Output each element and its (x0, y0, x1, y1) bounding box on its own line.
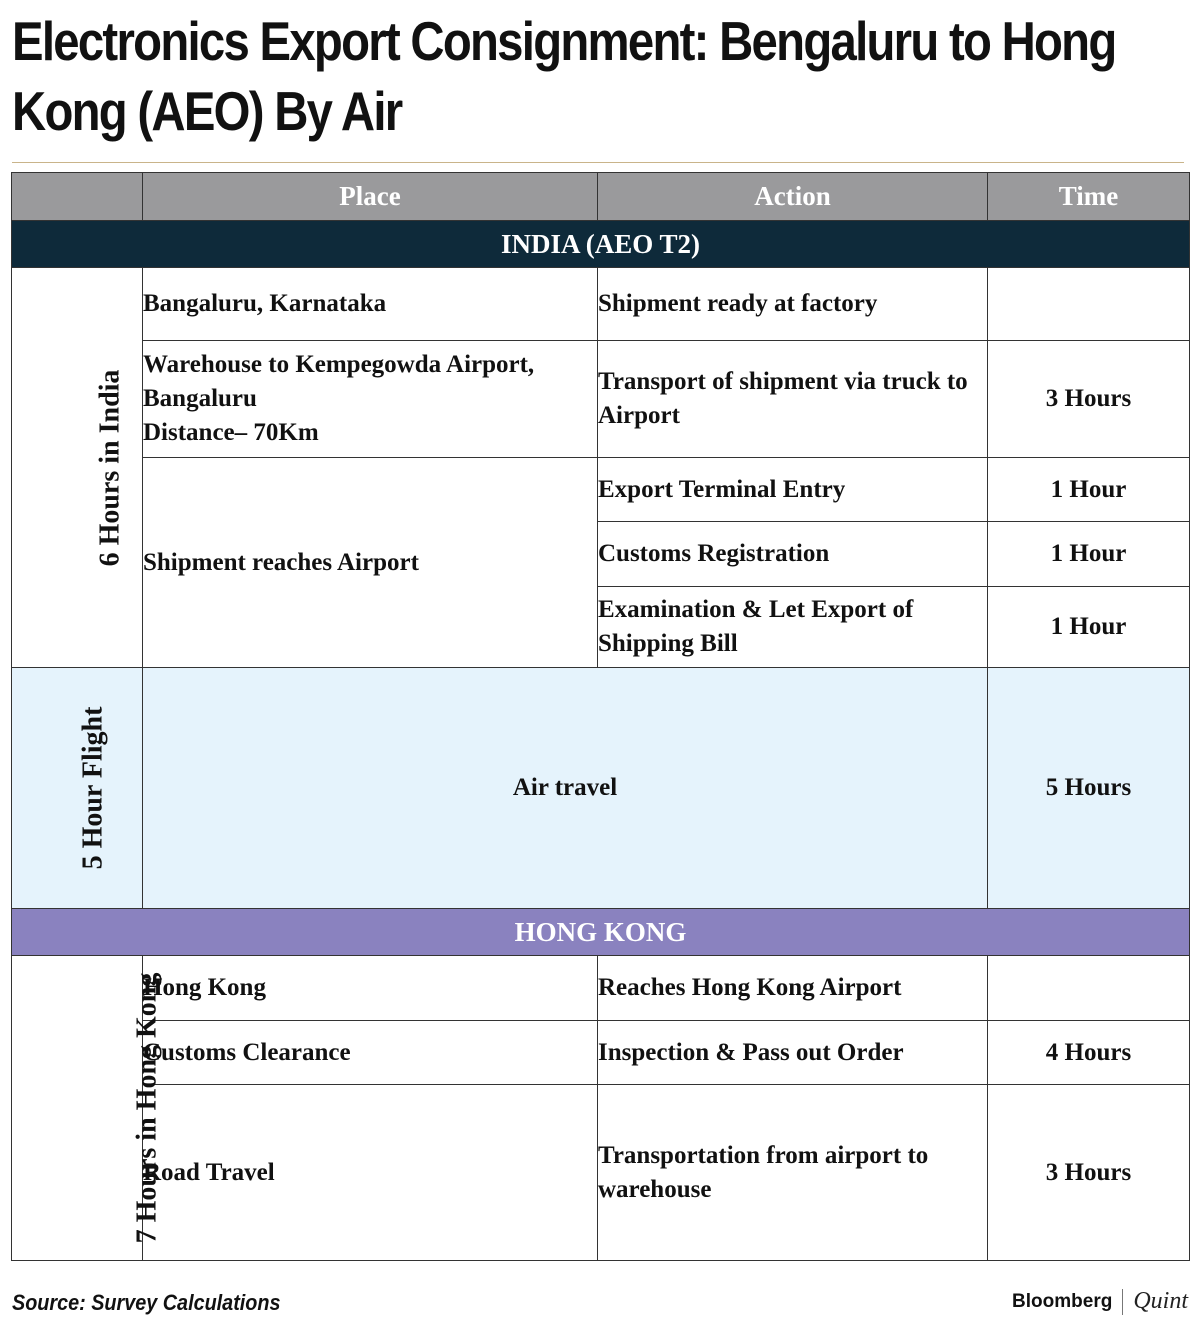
place-line: Bangaluru (143, 385, 257, 412)
time-cell: 1 Hour (988, 587, 1190, 668)
hongkong-band-row (12, 909, 1190, 956)
brand-logo (1012, 1288, 1188, 1315)
brand-bloomberg: Bloomberg (1012, 1290, 1113, 1312)
header-blank (12, 173, 143, 221)
time-cell: 3 Hours (988, 1085, 1190, 1261)
hongkong-side-text: 7 Hours in Hong Kong (131, 972, 163, 1244)
header-place: Place (143, 173, 598, 221)
title-divider (12, 162, 1184, 163)
place-line: Distance– 70Km (143, 419, 319, 446)
place-cell (143, 341, 598, 458)
india-band-row (12, 221, 1190, 268)
table-row (12, 458, 1190, 522)
brand-separator (1122, 1289, 1123, 1315)
india-side-label (12, 268, 143, 668)
action-cell: Export Terminal Entry (598, 458, 988, 522)
table-row (12, 268, 1190, 341)
header-row (12, 173, 1190, 221)
hongkong-band: HONG KONG (12, 909, 1190, 956)
table-row (12, 1085, 1190, 1261)
time-cell: 1 Hour (988, 522, 1190, 587)
place-line: Warehouse to Kempegowda Airport, (143, 351, 535, 378)
table-row (12, 1021, 1190, 1085)
flight-time-cell: 5 Hours (988, 668, 1190, 909)
table-row (12, 341, 1190, 458)
action-cell: Transport of shipment via truck to Airport (598, 341, 988, 458)
india-band: INDIA (AEO T2) (12, 221, 1190, 268)
flight-row (12, 668, 1190, 909)
time-cell: 1 Hour (988, 458, 1190, 522)
hongkong-side-label (12, 956, 163, 1261)
action-cell: Transportation from airport to warehouse (598, 1085, 988, 1261)
header-time: Time (988, 173, 1190, 221)
table-row (12, 956, 1190, 1021)
flight-place-cell: Air travel (143, 668, 988, 909)
source-note: Source: Survey Calculations (12, 1290, 281, 1315)
place-cell: Customs Clearance (143, 1021, 598, 1085)
action-cell: Reaches Hong Kong Airport (598, 956, 988, 1021)
action-cell: Shipment ready at factory (598, 268, 988, 341)
time-cell: 4 Hours (988, 1021, 1190, 1085)
action-cell: Customs Registration (598, 522, 988, 587)
flight-side-text: 5 Hour Flight (77, 706, 109, 870)
time-cell (988, 956, 1190, 1021)
flight-side-label (12, 668, 143, 909)
place-cell: Shipment reaches Airport (143, 458, 598, 668)
timeline-table (11, 172, 1190, 1261)
action-cell: Examination & Let Export of Shipping Bill (598, 587, 988, 668)
india-side-text: 6 Hours in India (94, 369, 126, 566)
place-cell: Hong Kong (143, 956, 598, 1021)
place-cell: Bangaluru, Karnataka (143, 268, 598, 341)
time-cell (988, 268, 1190, 341)
time-cell: 3 Hours (988, 341, 1190, 458)
brand-quint: Quint (1133, 1288, 1188, 1314)
place-cell: Road Travel (143, 1085, 598, 1261)
action-cell: Inspection & Pass out Order (598, 1021, 988, 1085)
header-action: Action (598, 173, 988, 221)
page-title: Electronics Export Consignment: Bengaluru to Hong Kong (AEO) By Air (12, 10, 1116, 142)
